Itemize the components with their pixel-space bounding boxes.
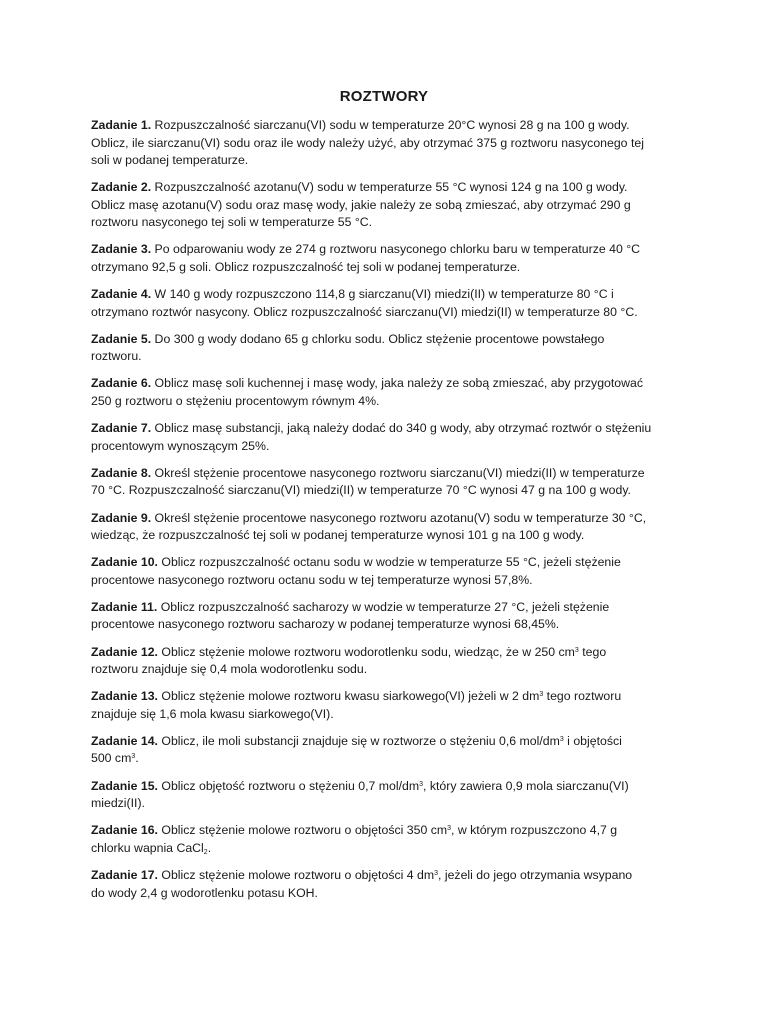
task-text: Do 300 g wody dodano 65 g chlorku sodu. Oblicz stężenie procentowe powstałego: [151, 331, 605, 346]
task-text: roztworu.: [91, 349, 142, 364]
task-text: roztworu nasyconego tej soli w temperaturze 55 °C.: [91, 215, 373, 230]
task-label: Zadanie 6.: [91, 376, 152, 391]
superscript: 3: [539, 691, 544, 699]
task-text: Oblicz stężenie molowe roztworu o objętości 4 dm: [157, 868, 435, 882]
task-item: [91, 688, 691, 723]
task-label: Zadanie 10.: [91, 555, 158, 570]
task-text: soli w podanej temperaturze.: [91, 153, 249, 167]
task-text: 250 g roztworu o stężeniu procentowym równym 4%.: [91, 393, 380, 408]
task-label: Zadanie 11.: [91, 599, 158, 614]
task-text: tego: [578, 644, 607, 659]
task-text: roztworu znajduje się 0,4 mola wodorotlenku sodu.: [91, 662, 368, 677]
task-text: Oblicz objętość roztworu o stężeniu 0,7 mol/dm: [157, 778, 420, 793]
task-item: [91, 420, 691, 455]
task-item: [91, 179, 691, 232]
task-text: Oblicz stężenie molowe roztworu wodorotlenku sodu, wiedząc, że w 250 cm: [157, 644, 575, 659]
task-text: chlorku wapnia CaCl: [91, 840, 204, 855]
task-text: , w którym rozpuszczono 4,7 g: [451, 823, 618, 838]
task-text: procentowe nasyconego roztworu sacharozy w podanej temperaturze wynosi 68,45%.: [91, 617, 560, 632]
task-item: [91, 117, 691, 170]
task-text: , jeżeli do jego otrzymania wsypano: [438, 868, 633, 882]
task-text: Rozpuszczalność siarczanu(VI) sodu w temperaturze 20°C wynosi 28 g na 100 g wody.: [151, 118, 630, 132]
subscript: 2: [203, 848, 208, 856]
task-text: W 140 g wody rozpuszczono 114,8 g siarczanu(VI) miedzi(II) w temperaturze 80 °C i: [151, 287, 614, 302]
task-text: 70 °C. Rozpuszczalność siarczanu(VI) miedzi(II) w temperaturze 70 °C wynosi 47 g na 100 g wody.: [91, 483, 631, 498]
task-item: [91, 867, 691, 902]
task-text: Oblicz rozpuszczalność sacharozy w wodzie w temperaturze 27 °C, jeżeli stężenie: [157, 599, 610, 614]
task-text: Oblicz, ile moli substancji znajduje się w roztworze o stężeniu 0,6 mol/dm: [157, 733, 560, 748]
task-text: Rozpuszczalność azotanu(V) sodu w temperaturze 55 °C wynosi 124 g na 100 g wody.: [151, 180, 628, 195]
task-label: Zadanie 7.: [91, 421, 152, 436]
task-label: Zadanie 9.: [91, 510, 152, 525]
task-item: [91, 286, 691, 321]
task-text: .: [135, 751, 139, 766]
task-text: procentowe nasyconego roztworu octanu sodu w tej temperaturze wynosi 57,8%.: [91, 572, 533, 587]
task-text: otrzymano roztwór nasycony. Oblicz rozpuszczalność siarczanu(VI) miedzi(II) w temperaturze 80 °C.: [91, 304, 638, 319]
task-label: Zadanie 3.: [91, 242, 152, 257]
task-list: [91, 117, 691, 912]
task-text: tego roztworu: [543, 689, 622, 704]
superscript: 3: [131, 753, 136, 761]
task-label: Zadanie 2.: [91, 180, 152, 195]
task-text: i objętości: [563, 733, 622, 748]
task-item: [91, 331, 691, 366]
task-label: Zadanie 8.: [91, 465, 152, 480]
task-text: wiedząc, że rozpuszczalność tej soli w podanej temperaturze wynosi 101 g na 100 g wody.: [91, 528, 585, 542]
task-item: [91, 375, 691, 410]
task-label: Zadanie 12.: [91, 644, 158, 659]
task-text: do wody 2,4 g wodorotlenku potasu KOH.: [91, 885, 318, 900]
task-text: 500 cm: [91, 751, 132, 766]
task-label: Zadanie 17.: [91, 868, 158, 882]
task-label: Zadanie 13.: [91, 689, 158, 704]
task-text: , który zawiera 0,9 mola siarczanu(VI): [422, 778, 629, 793]
page-title: ROZTWORY: [339, 88, 429, 105]
task-item: [91, 599, 691, 634]
task-text: znajduje się 1,6 mola kwasu siarkowego(VI).: [91, 706, 334, 721]
task-text: .: [207, 840, 212, 855]
task-label: Zadanie 15.: [91, 778, 158, 793]
task-text: Oblicz stężenie molowe roztworu o objętości 350 cm: [157, 823, 448, 838]
task-item: [91, 778, 691, 813]
task-item: [91, 554, 691, 589]
task-text: Oblicz, ile siarczanu(VI) sodu oraz ile wody należy użyć, aby otrzymać 375 g roztworu nasyconego tej: [91, 135, 644, 150]
task-label: Zadanie 14.: [91, 733, 158, 748]
task-label: Zadanie 16.: [91, 823, 158, 838]
task-label: Zadanie 4.: [91, 287, 152, 302]
task-text: otrzymano 92,5 g soli. Oblicz rozpuszczalność tej soli w podanej temperaturze.: [91, 259, 521, 274]
superscript: 3: [419, 780, 423, 788]
task-text: Po odparowaniu wody ze 274 g roztworu nasyconego chlorku baru w temperaturze 40 °C: [151, 242, 641, 257]
task-label: Zadanie 5.: [91, 331, 152, 346]
task-text: Oblicz masę azotanu(V) sodu oraz masę wody, jakie należy ze sobą zmieszać, aby otrzymać 290 g: [91, 197, 631, 212]
task-text: miedzi(II).: [91, 796, 145, 811]
task-text: Oblicz masę substancji, jaką należy dodać do 340 g wody, aby otrzymać roztwór o stężeniu: [151, 421, 652, 436]
superscript: 3: [559, 735, 564, 743]
task-text: Oblicz masę soli kuchennej i masę wody, jaka należy ze sobą zmieszać, aby przygotować: [151, 376, 644, 391]
superscript: 3: [434, 870, 439, 877]
task-text: Określ stężenie procentowe nasyconego roztworu azotanu(V) sodu w temperaturze 30 °C,: [151, 510, 647, 525]
task-text: procentowym wynoszącym 25%.: [91, 438, 270, 453]
task-text: Oblicz rozpuszczalność octanu sodu w wodzie w temperaturze 55 °C, jeżeli stężenie: [157, 555, 621, 570]
task-label: Zadanie 1.: [91, 118, 152, 132]
superscript: 3: [447, 825, 451, 833]
task-text: Oblicz stężenie molowe roztworu kwasu siarkowego(VI) jeżeli w 2 dm: [157, 689, 540, 704]
task-text: Określ stężenie procentowe nasyconego roztworu siarczanu(VI) miedzi(II) w temperaturze: [151, 465, 645, 480]
task-item: [91, 241, 691, 276]
superscript: 3: [574, 646, 579, 654]
task-item: [91, 822, 691, 857]
task-item: [91, 644, 691, 679]
task-item: [91, 733, 691, 768]
task-item: [91, 465, 691, 500]
task-item: [91, 510, 691, 545]
